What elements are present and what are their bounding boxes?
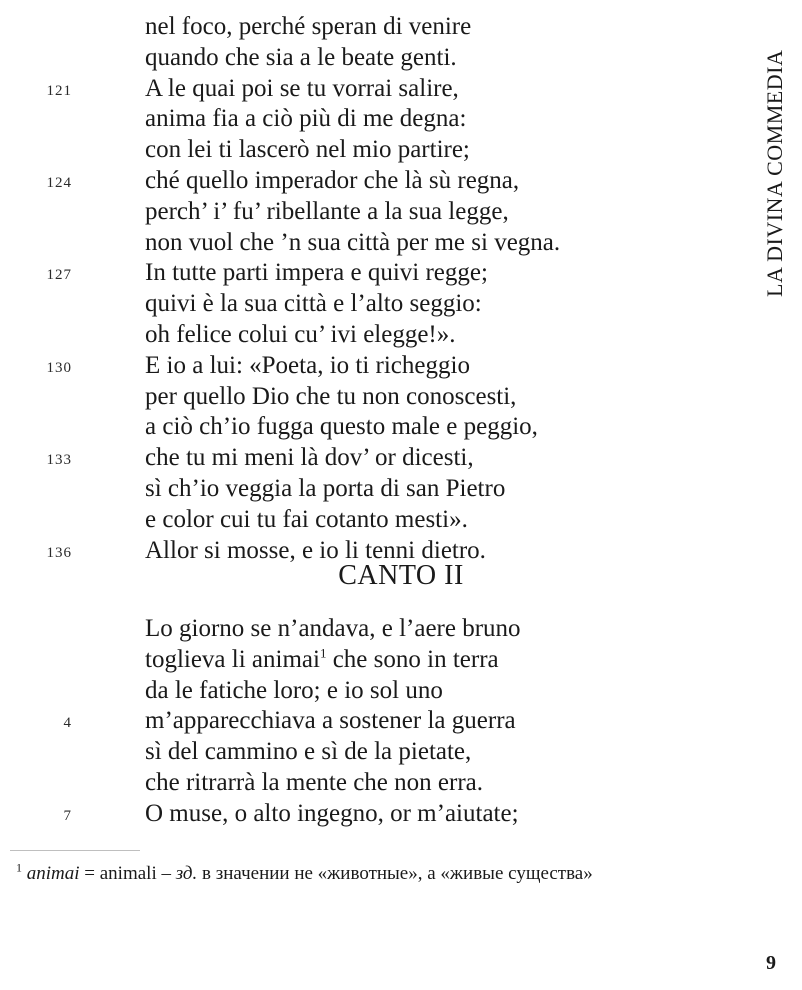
verse-text-part: toglieva li animai [145,645,320,673]
verse-line [0,135,740,166]
verse-line [0,799,740,830]
footnote-ref-marker[interactable]: 1 [319,645,327,661]
line-number: 124 [46,174,72,191]
verse-text: Allor si mosse, e io li tenni dietro. [145,536,486,564]
verse-text-part: che sono in terra [326,645,499,673]
running-head: LA DIVINA COMMEDIA [762,49,787,297]
verse-line [0,197,740,228]
canto-2-verses [0,614,740,830]
verse-text: oh felice colui cu’ ivi elegge!». [145,320,456,348]
verse-text: per quello Dio che tu non conoscesti, [145,382,517,410]
footnote [16,860,746,887]
verse-text: sì ch’io veggia la porta di san Pietro [145,474,506,502]
verse-text: A le quai poi se tu vorrai salire, [145,74,459,102]
footnote-marker: 1 [16,860,22,875]
verse-text: Lo giorno se n’andava, e l’aere bruno [145,615,521,642]
verse-line [0,474,740,505]
verse-text: non vuol che ’n sua città per me si vegna. [145,228,561,256]
verse-line [0,412,740,443]
footnote-text: в значении не «животные», а «живые существа» [197,863,593,884]
verse-line [0,320,740,351]
page-number: 9 [766,952,776,974]
verse-text: anima fia a ciò più di me degna: [145,105,467,133]
verse-text: quivi è la sua città e l’alto seggio: [145,290,482,318]
verse-text: che ritrarrà la mente che non erra. [145,768,483,796]
verse-line [0,737,740,768]
verse-line [0,614,740,645]
verse-text: sì del cammino e sì de la pietate, [145,738,472,766]
verse-text: nel foco, perché speran di venire [145,13,472,40]
verse-line [0,166,740,197]
verse-line [0,228,740,259]
verse-line [0,768,740,799]
verse-text: perch’ i’ fu’ ribellante a la sua legge, [145,197,509,225]
verse-text: E io a lui: «Poeta, io ti richeggio [145,351,470,379]
line-number: 136 [46,544,72,561]
verse-line [0,706,740,737]
verse-text: da le fatiche loro; e io sol uno [145,676,443,704]
verse-text: che tu mi meni là dov’ or dicesti, [145,444,474,472]
verse-line [0,43,740,74]
footnote-term: animai [26,863,80,884]
verse-line [0,104,740,135]
verse-line [0,351,740,382]
line-number: 7 [63,807,72,824]
verse-line [0,505,740,536]
verse-text: a ciò ch’io fugga questo male e peggio, [145,413,538,441]
verse-line [0,74,740,105]
verse-text: O muse, o alto ingegno, or m’aiutate; [145,799,519,827]
verse-text: m’apparecchiava a sostener la guerra [145,707,516,735]
line-number: 127 [46,267,72,284]
verse-line [0,12,740,43]
verse-line [0,382,740,413]
verse-text: e color cui tu fai cotanto mesti». [145,505,468,533]
verse-line [0,645,740,676]
line-number: 4 [63,715,72,732]
verse-text [145,645,499,676]
line-number: 121 [46,82,72,99]
verse-text: con lei ti lascerò nel mio partire; [145,136,470,164]
line-number: 130 [46,359,72,376]
verse-line [0,443,740,474]
canto-title: CANTO II [338,560,464,591]
verse-text: quando che sia a le beate genti. [145,43,457,71]
verse-line [0,289,740,320]
footnote-abbreviation: зд. [175,863,198,884]
footnote-divider [10,850,140,851]
canto-1-verses [0,12,740,566]
line-number: 133 [46,452,72,469]
verse-line [0,258,740,289]
verse-text: In tutte parti impera e quivi regge; [145,259,488,287]
verse-text: ché quello imperador che là sù regna, [145,166,520,194]
footnote-equals: = animali – [79,863,176,884]
verse-line [0,676,740,707]
